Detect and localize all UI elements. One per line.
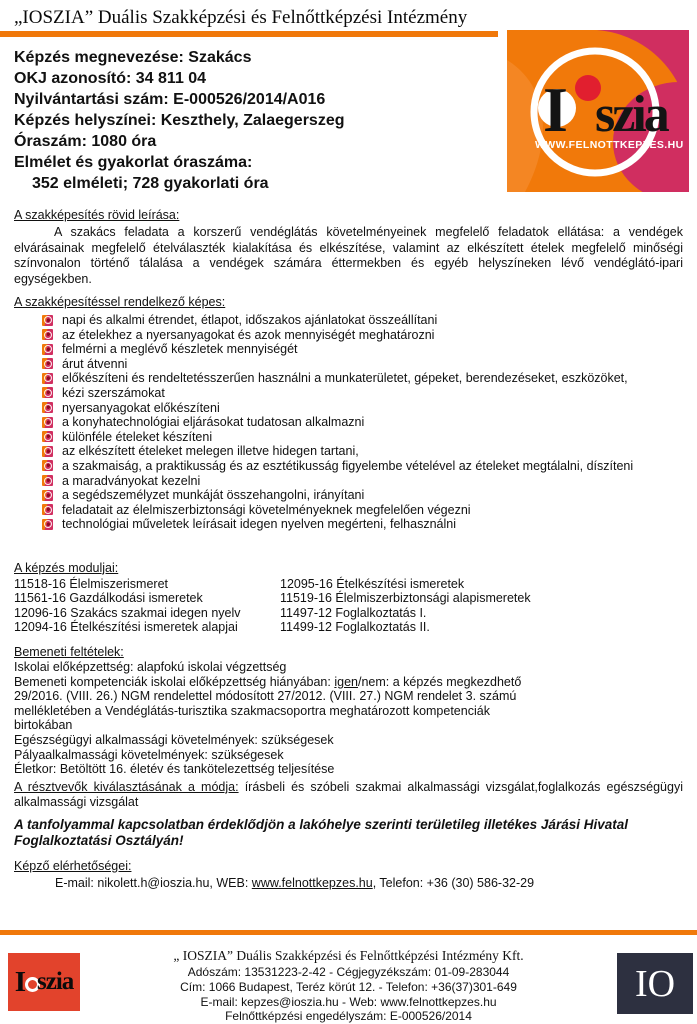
entry-line: 29/2016. (VIII. 26.) NGM rendelettel módosított 27/2012. (VIII. 27.) NGM rendelet 3. számú [14, 689, 517, 704]
ioszia-bullet-icon [42, 344, 53, 355]
list-item [42, 430, 697, 445]
module-item: 11518-16 Élelmiszerismeret [14, 576, 168, 591]
list-item [42, 503, 697, 518]
theory-practice-hours: 352 elméleti; 728 gyakorlati óra [32, 175, 269, 192]
selection-paragraph [14, 780, 683, 811]
entry-line: birtokában [14, 718, 73, 733]
module-item: 12095-16 Ételkészítési ismeretek [280, 576, 465, 591]
list-item [42, 371, 697, 386]
notice-paragraph: A tanfolyammal kapcsolatban érdeklődjön a lakóhelye szerinti területileg illetékes Járási Hivatal Foglalkoztatási Osztályán! [14, 816, 628, 849]
ioszia-logo-graphic [507, 30, 689, 192]
ioszia-bullet-icon [42, 475, 53, 486]
page-title: „IOSZIA” Duális Szakképzési és Felnőttképzési Intézmény [14, 7, 468, 28]
ioszia-bullet-icon [42, 504, 53, 515]
entry-line2-suffix: /nem: a képzés megkezdhető [357, 674, 522, 689]
ioszia-bullet-icon [42, 358, 53, 369]
header-divider-bar [0, 31, 498, 37]
theory-practice-label: Elmélet és gyakorlat óraszáma: [14, 154, 253, 171]
module-item: 11499-12 Foglalkoztatás II. [280, 619, 430, 634]
list-item [42, 357, 697, 372]
list-item [42, 474, 697, 489]
module-item: 11519-16 Élelmiszerbiztonsági alapismeretek [280, 591, 531, 606]
contact-heading: Képző elérhetőségei: [14, 858, 132, 873]
ioszia-bullet-icon [42, 387, 53, 398]
capability-text: kézi szerszámokat [62, 385, 165, 400]
module-item: 11561-16 Gazdálkodási ismeretek [14, 591, 203, 606]
ioszia-logo [507, 30, 689, 192]
contact-web-link[interactable]: www.felnottkepzes.hu [251, 875, 373, 890]
capability-text: feladatait az élelmiszerbiztonsági követelményeknek megfelelően végezni [62, 502, 471, 517]
logo-letter-i: I [543, 74, 568, 145]
ioszia-bullet-icon [42, 417, 53, 428]
footer-email-web-line: E-mail: kepzes@ioszia.hu - Web: www.felnottkepzes.hu [200, 994, 497, 1009]
list-item [42, 444, 697, 459]
course-name: Képzés megnevezése: Szakács [14, 49, 252, 66]
capability-text: az elkészített ételeket melegen illetve hidegen tartani, [62, 444, 359, 459]
contact-line [55, 876, 697, 891]
footer-io-logo: IO [617, 953, 693, 1014]
entry-line [14, 675, 697, 690]
entry-line2-yes: igen [334, 674, 358, 689]
description-paragraph: A szakács feladata a korszerű vendéglátás követelményeinek megfelelő feladatok ellátása: a vendégek elvárásainak megfelelő ételválaszték kialakítása és elkészítése, valamint az elkészített ételek megfelelő minőségi színvonalon történő tálalása a vendégek számára éttermekben és egyéb helyszíneken lévő vendéglátó-ipari egységekben. [14, 225, 683, 286]
capability-text: árut átvenni [62, 356, 128, 371]
list-item [42, 401, 697, 416]
selection-text: írásbeli és szóbeli szakmai alkalmassági vizsgálat,foglalkozás egészségügyi alkalmassági vizsgálat [14, 779, 683, 810]
capabilities-list [42, 313, 697, 532]
entry-requirements-heading: Bemeneti feltételek: [14, 645, 124, 660]
ioszia-bullet-icon [42, 373, 53, 384]
list-item [42, 517, 697, 532]
okj-id: OKJ azonosító: 34 811 04 [14, 70, 207, 87]
list-item [42, 386, 697, 401]
list-item [42, 459, 697, 474]
modules-left-column [14, 577, 280, 634]
course-hours: Óraszám: 1080 óra [14, 133, 157, 150]
ioszia-bullet-icon [42, 315, 53, 326]
ioszia-bullet-icon [42, 519, 53, 530]
footer-text-block [90, 948, 607, 1024]
ioszia-bullet-icon [42, 431, 53, 442]
capability-text: különféle ételeket készíteni [62, 429, 213, 444]
list-item [42, 313, 697, 328]
capability-text: az ételekhez a nyersanyagokat és azok mennyiségét meghatározni [62, 327, 435, 342]
capability-text: technológiai műveletek leírásait idegen nyelven megérteni, felhasználni [62, 517, 456, 532]
entry-line: Pályaalkalmassági követelmények: szükségesek [14, 747, 284, 762]
ioszia-bullet-icon [42, 402, 53, 413]
capability-text: a konyhatechnológiai eljárásokat tudatosan alkalmazni [62, 415, 365, 430]
module-item: 11497-12 Foglalkoztatás I. [280, 605, 427, 620]
modules-heading: A képzés moduljai: [14, 560, 119, 575]
contact-phone: , Telefon: +36 (30) 586-32-29 [372, 875, 535, 890]
footer-logo-letters-szia: szia [37, 968, 74, 995]
footer-logo-letter-i: I [14, 965, 26, 998]
registration-number: Nyilvántartási szám: E-000526/2014/A016 [14, 91, 326, 108]
ioszia-bullet-icon [42, 460, 53, 471]
list-item [42, 328, 697, 343]
footer-license-line: Felnőttképzési engedélyszám: E-000526/2014 [225, 1009, 472, 1024]
logo-letters-szia: szia [595, 86, 667, 143]
list-item [42, 342, 697, 357]
list-item [42, 488, 697, 503]
entry-line: Életkor: Betöltött 16. életév és tankötelezettség teljesítése [14, 762, 335, 777]
ioszia-bullet-icon [42, 329, 53, 340]
course-locations: Képzés helyszínei: Keszthely, Zalaegerszeg [14, 112, 345, 129]
entry-line: mellékletében a Vendéglátás-turisztika szakmacsoportra meghatározott kompetenciák [14, 703, 490, 718]
capability-text: a segédszemélyzet munkáját összehangolni, irányítani [62, 488, 365, 503]
capability-text: a szakmaiság, a praktikusság és az esztétikusság figyelembe vételével az ételeket megtálalni, díszíteni [62, 458, 634, 473]
list-item [42, 415, 697, 430]
logo-url-text: WWW.FELNOTTKEPZES.HU [535, 139, 684, 151]
capability-text: a maradványokat kezelni [62, 473, 201, 488]
capability-text: nyersanyagokat előkészíteni [62, 400, 220, 415]
description-heading: A szakképesítés rövid leírása: [14, 208, 180, 222]
entry-line2-prefix: Bemeneti kompetenciák iskolai előképzettség hiányában: [14, 674, 335, 689]
capabilities-heading: A szakképesítéssel rendelkező képes: [14, 295, 226, 309]
module-item: 12096-16 Szakács szakmai idegen nyelv [14, 605, 241, 620]
entry-line: Iskolai előképzettség: alapfokú iskolai végzettség [14, 660, 287, 675]
capability-text: előkészíteni és rendeltetésszerűen használni a munkaterületet, gépeket, berendezéseket, eszközöket, [62, 371, 628, 386]
footer-tax-line: Adószám: 13531223-2-42 - Cégjegyzékszám: 01-09-283044 [187, 965, 510, 979]
module-item: 12094-16 Ételkészítési ismeretek alapjai [14, 619, 238, 634]
modules-columns [14, 577, 697, 634]
footer-address-line: Cím: 1066 Budapest, Teréz körút 12. - Telefon: +36(37)301-649 [180, 979, 517, 994]
selection-heading: A résztvevők kiválasztásának a módja: [14, 779, 239, 794]
modules-right-column [280, 577, 531, 634]
entry-requirements-block [14, 660, 697, 777]
footer-divider-bar [0, 930, 697, 935]
ioszia-bullet-icon [42, 446, 53, 457]
capability-text: felmérni a meglévő készletek mennyiségét [62, 342, 298, 357]
capability-text: napi és alkalmi étrendet, étlapot, időszakos ajánlatokat összeállítani [62, 313, 438, 327]
footer-ioszia-logo [8, 953, 80, 1011]
ioszia-bullet-icon [42, 490, 53, 501]
entry-line: Egészségügyi alkalmassági követelmények: szükségesek [14, 733, 334, 748]
footer-company-name: „ IOSZIA” Duális Szakképzési és Felnőttképzési Intézmény Kft. [173, 948, 524, 963]
contact-email: E-mail: nikolett.h@ioszia.hu, WEB: [55, 875, 252, 890]
